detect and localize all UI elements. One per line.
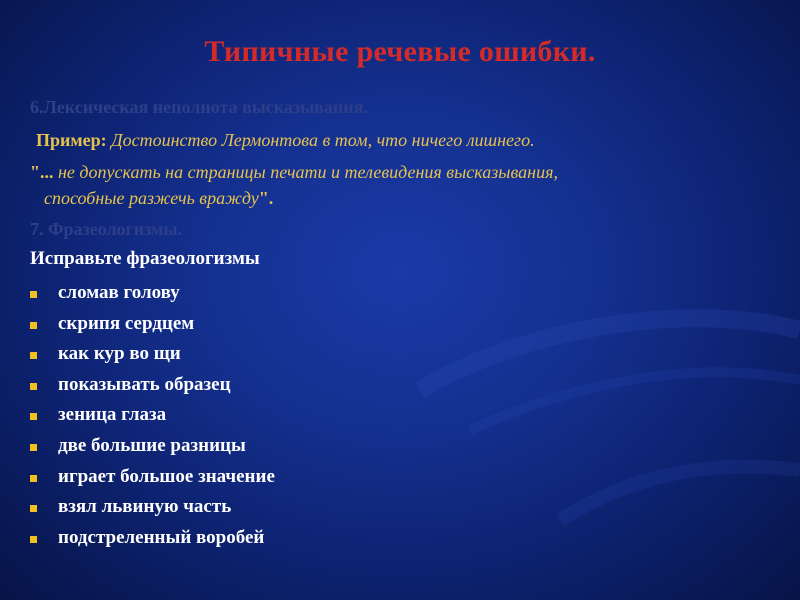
example-line — [36, 130, 535, 151]
example-text: Достоинство Лермонтова в том, что ничего лишнего. — [106, 130, 535, 150]
list-item — [24, 431, 275, 462]
quote-end: ". — [258, 188, 274, 208]
square-bullet-icon — [30, 444, 37, 451]
list-item — [24, 492, 275, 523]
list-item — [24, 339, 275, 370]
list-item-text: как кур во щи — [58, 343, 181, 365]
square-bullet-icon — [30, 505, 37, 512]
square-bullet-icon — [30, 291, 37, 298]
list-item — [24, 462, 275, 493]
list-item-text: зеница глаза — [58, 404, 167, 426]
quote-text-1: не допускать на страницы печати и телевидения высказывания, — [53, 162, 558, 182]
list-item-text: показывать образец — [58, 373, 231, 395]
quote-text-2: способные разжечь вражду — [44, 188, 259, 208]
square-bullet-icon — [30, 322, 37, 329]
list-item — [24, 400, 275, 431]
instruction-text: Исправьте фразеологизмы — [30, 248, 260, 269]
slide-title: Типичные речевые ошибки. — [204, 35, 596, 68]
quote-line-2 — [44, 188, 273, 209]
square-bullet-icon — [30, 383, 37, 390]
quote-line-1 — [30, 162, 558, 183]
example-label: Пример: — [36, 130, 107, 150]
square-bullet-icon — [30, 536, 37, 543]
list-item — [24, 309, 275, 340]
square-bullet-icon — [30, 475, 37, 482]
list-item — [24, 278, 275, 309]
list-item-text: скрипя сердцем — [58, 312, 195, 334]
list-item — [24, 523, 275, 554]
square-bullet-icon — [30, 413, 37, 420]
phraseology-list — [24, 278, 275, 553]
lexical-incompleteness-heading: 6.Лексическая неполнота высказывания. — [30, 97, 368, 117]
phraseology-heading: 7. Фразеологизмы. — [30, 219, 182, 239]
list-item-text: сломав голову — [58, 282, 180, 303]
list-item — [24, 370, 275, 401]
list-item-text: подстреленный воробей — [58, 526, 265, 548]
list-item-text: две большие разницы — [58, 434, 246, 456]
square-bullet-icon — [30, 352, 37, 359]
list-item-text: взял львиную часть — [58, 496, 232, 518]
quote-start: "... — [30, 162, 54, 182]
list-item-text: играет большое значение — [58, 465, 275, 487]
